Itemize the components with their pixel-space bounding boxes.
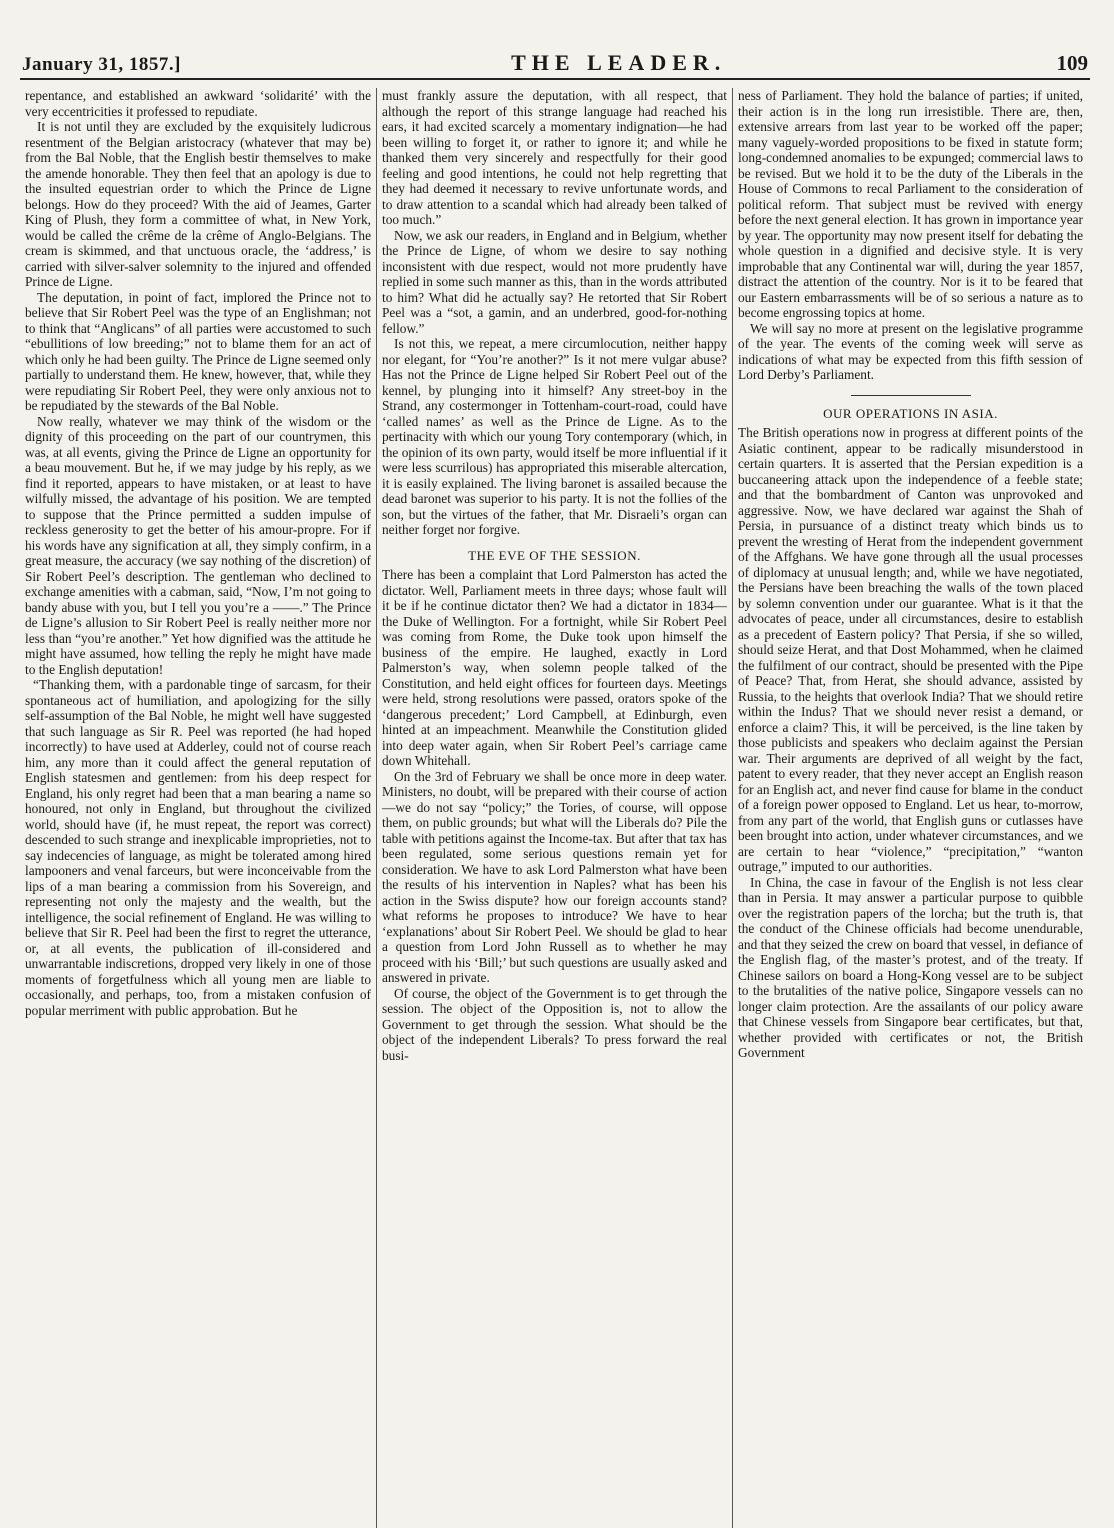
- issue-date: January 31, 1857.]: [22, 54, 181, 75]
- paragraph: ness of Parliament. They hold the balance of parties; if united, their action is in the long run irresistible. There are, then, extensive arrears from last year to be worked off the paper; many vaguely-worded propositions to be fixed in statute form; long-condemned anomalies to be expunged; commercial laws to be revised. But we hold it to be the duty of the Liberals in the House of Commons to recal Parliament to the consideration of political reform. That subject must be revived with energy before the next general election. It has grown in importance year by year. The opportunity may now present itself for debating the whole question in a dignified and decisive style. It is very improbable that any Continental war will, during the year 1857, distract the attention of the country. Nor is it to be feared that our Eastern embarrassments will be of so serious a nature as to become engrossing topics at home.: [738, 88, 1083, 320]
- section-heading-operations-in-asia: OUR OPERATIONS IN ASIA.: [823, 405, 998, 421]
- section-heading-eve-of-session: THE EVE OF THE SESSION.: [468, 547, 641, 563]
- section-divider: [851, 395, 971, 396]
- paragraph: The British operations now in progress at different points of the Asiatic continent, appear to be radically misunderstood in certain quarters. It is asserted that the Persian expedition is a buccaneering attack upon the independence of a feeble state; and that the bombardment of Canton was unprovoked and aggressive. Now, we have declared war against the Shah of Persia, in pursuance of a distinct treaty which binds us to prevent the wresting of Herat from the independent government of the Affghans. We have gone through all the usual processes of diplomacy at unusual length; and, while we have negotiated, the Persians have been breaching the walls of the town placed by solemn convention under our guarantee. What is it that the advocates of peace, under all circumstances, desire to establish as a precedent of Eastern policy? That Persia, if she so willed, should seize Herat, and that Dost Mohammed, when he claimed the fulfilment of our contract, should be presented with the Pipe of Peace? That, from Herat, she should advance, assisted by Russia, to the heights that overlook India? That we should retire within the Indus? That we should never resist a demand, or enforce a claim? This, it will be perceived, is the line taken by those publicists and speakers who declaim against the Persian war. Their arguments are deprived of all weight by the fact, patent to every reader, that they never accept an English reason for an English act, and never find cause for blame in the conduct of a foreign power opposed to England. Let us hear, to-morrow, from any part of the world, that English guns or cutlasses have been brought into action, under whatever circumstances, and we are certain to hear “violence,” “precipitation,” “wanton outrage,” imputed to our authorities.: [738, 425, 1083, 874]
- paragraph: must frankly assure the deputation, with all respect, that although the report of this strange language had reached his ears, it had excited scarcely a momentary indignation—he had been willing to forget it, or rather to ignore it; and while he thanked them very sincerely and respectfully for their good feeling and good intentions, he could not help regretting that they had deemed it necessary to revive unfortunate words, and to draw attention to a scandal which had already been talked of too much.”: [382, 88, 727, 227]
- paragraph: It is not until they are excluded by the exquisitely ludicrous resentment of the Belgian aristocracy (whatever that may be) from the Bal Noble, that the English bestir themselves to make the amende honorable. They then feel that an apology is due to the insulted equestrian order to which the Prince de Ligne belongs. How do they proceed? With the aid of Jeames, Garter King of Plush, they form a committee of what, in New York, would be called the crême de la crême of Anglo-Belgians. The cream is skimmed, and that unctuous oracle, the ‘address,’ is carried with silver-salver solemnity to the injured and offended Prince de Ligne.: [25, 119, 371, 289]
- paragraph: The deputation, in point of fact, implored the Prince not to believe that Sir Robert Peel was the type of an Englishman; not to think that “Anglicans” of all parties were accustomed to such “ebullitions of low breeding;” not to blame them for an act of which only he had been guilty. The Prince de Ligne seemed only partially to understand them. He knew, however, that, while they were repudiating Sir Robert Peel, they were only anxious not to be repudiated by the stewards of the Bal Noble.: [25, 289, 371, 413]
- paragraph: repentance, and established an awkward ‘solidarité’ with the very eccentricities it professed to repudiate.: [25, 88, 371, 119]
- paragraph: We will say no more at present on the legislative programme of the year. The events of the coming week will serve as indications of what may be expected from this fifth session of Lord Derby’s Parliament.: [738, 320, 1083, 382]
- paragraph: “Thanking them, with a pardonable tinge of sarcasm, for their spontaneous act of humiliation, and apologizing for the silly self-assumption of the Bal Noble, he might well have suggested that such language as Sir R. Peel was reported (he had hoped incorrectly) to have used at Adderley, could not of course reach him, any more than it could affect the general reputation of English statesmen and gentlemen: from his deep respect for England, his only regret had been that a man bearing a name so honoured, not only in England, but throughout the civilized world, should have (if, he must repeat, the report was correct) descended to such strange and inexplicable improprieties, not to say indecencies of language, as might be tolerated among hired lampooners and venal farceurs, but were inconceivable from the lips of a man bearing a commission from his Sovereign, and representing not only the majesty and the wealth, but the intelligence, the social refinement of England. He was willing to believe that Sir R. Peel had been the first to regret the utterance, or, at all events, the publication of ill-considered and unwarrantable indiscretions, dropped very likely in one of those moments of forgetfulness which all young men are liable to occasionally, and perhaps, too, from a mistaken confusion of popular merriment with public approbation. But he: [25, 677, 371, 1018]
- text-columns: [20, 88, 1090, 1528]
- paragraph: There has been a complaint that Lord Palmerston has acted the dictator. Well, Parliament meets in three days; whose fault will it be if he continue dictator then? We had a dictator in 1834—the Duke of Wellington. For a fortnight, while Sir Robert Peel was coming from Rome, the Duke took upon himself the business of the empire. He laughed, exactly in Lord Palmerston’s way, when solemn people talked of the Constitution, and held eight offices for fourteen days. Meetings were held, strong resolutions were passed, orators spoke of the ‘dangerous precedent;’ Lord Campbell, at Edinburgh, even hinted at an impeachment. Meanwhile the Constitution glided into deep water again, when Sir Robert Peel’s carriage came down Whitehall.: [382, 567, 727, 768]
- paragraph: In China, the case in favour of the English is not less clear than in Persia. It may answer a particular purpose to quibble over the registration papers of the lorcha; but the truth is, that the conduct of the Chinese officials had become unendurable, and that they seized the crew on board that vessel, in defiance of the English flag, of the master’s protest, and of the treaty. If Chinese sailors on board a Hong-Kong vessel are to be subject to the brutalities of the native police, Singapore vessels can no longer claim protection. Are the assailants of our policy aware that Chinese vessels from Singapore bear certificates, but that, whether provided with certificates or not, the British Government: [738, 874, 1083, 1060]
- column-2: [376, 88, 732, 1528]
- page-number: 109: [1056, 51, 1088, 75]
- column-3: [732, 88, 1088, 1528]
- paragraph: Is not this, we repeat, a mere circumlocution, neither happy nor elegant, for “You’re another?” Is it not mere vulgar abuse? Has not the Prince de Ligne helped Sir Robert Peel out of the kennel, by plunging into it himself? Any street-boy in the Strand, any costermonger in Tottenham-court-road, could have ‘called names’ as well as the Prince de Ligne. As to the pertinacity with which our young Tory contemporary (which, in the opinion of its own party, would itself be more influential if it were less scurrilous) has appropriated this miserable altercation, it is easily explained. The living baronet is assailed because the dead baronet was superior to his party. It is not the follies of the son, but the virtues of the father, that Mr. Disraeli’s organ can neither forget nor forgive.: [382, 336, 727, 537]
- paragraph: Now, we ask our readers, in England and in Belgium, whether the Prince de Ligne, of whom we desire to say nothing inconsistent with due respect, would not more prudently have replied in some such manner as this, than in the words attributed to him? What did he actually say? He retorted that Sir Robert Peel was a “sot, a gamin, and an underbred, good-for-nothing fellow.”: [382, 227, 727, 336]
- paragraph: Now really, whatever we may think of the wisdom or the dignity of this proceeding on the part of our countrymen, this was, at all events, giving the Prince de Ligne an opportunity for a beau mouvement. But he, if we may judge by his reply, as we find it reported, appears to have mistaken, or at least to have wilfully missed, the advantage of his position. We are tempted to suppose that the Prince permitted a sudden impulse of reckless generosity to get the better of his amour-propre. For if his words have any signification at all, they simply confirm, in a great measure, the accuracy (we say nothing of the discretion) of Sir Robert Peel’s description. The gentleman who declined to exchange amenities with a cabman, said, “Now, I’m not going to bandy abuse with you, but I tell you you’re a ——.” The Prince de Ligne’s allusion to Sir Robert Peel is really neither more nor less than “you’re another.” Yet how dignified was the attitude he might have assumed, how telling the reply he might have made to the English deputation!: [25, 413, 371, 677]
- column-1: [20, 88, 376, 1528]
- paragraph: On the 3rd of February we shall be once more in deep water. Ministers, no doubt, will be prepared with their course of action—we do not say “policy;” the Tories, of course, will oppose them, on public grounds; but what will the Liberals do? Pile the table with petitions against the Income-tax. But after that tax has been regulated, some serious questions remain yet for consideration. We have to ask Lord Palmerston what have been the results of his intervention in Naples? what has been his action in the Swiss dispute? how our foreign accounts stand? what reforms he proposes to introduce? We have to hear ‘explanations’ about Sir Robert Peel. We should be glad to hear a question from Lord John Russell as to whether he may proceed with his ‘Bill;’ but such questions are usually asked and answered in private.: [382, 768, 727, 985]
- paragraph: Of course, the object of the Government is to get through the session. The object of the Opposition is, not to allow the Government to get through the session. What should be the object of the independent Liberals? To press forward the real busi-: [382, 985, 727, 1063]
- masthead: [20, 40, 1090, 80]
- newspaper-title: THE LEADER.: [511, 50, 727, 75]
